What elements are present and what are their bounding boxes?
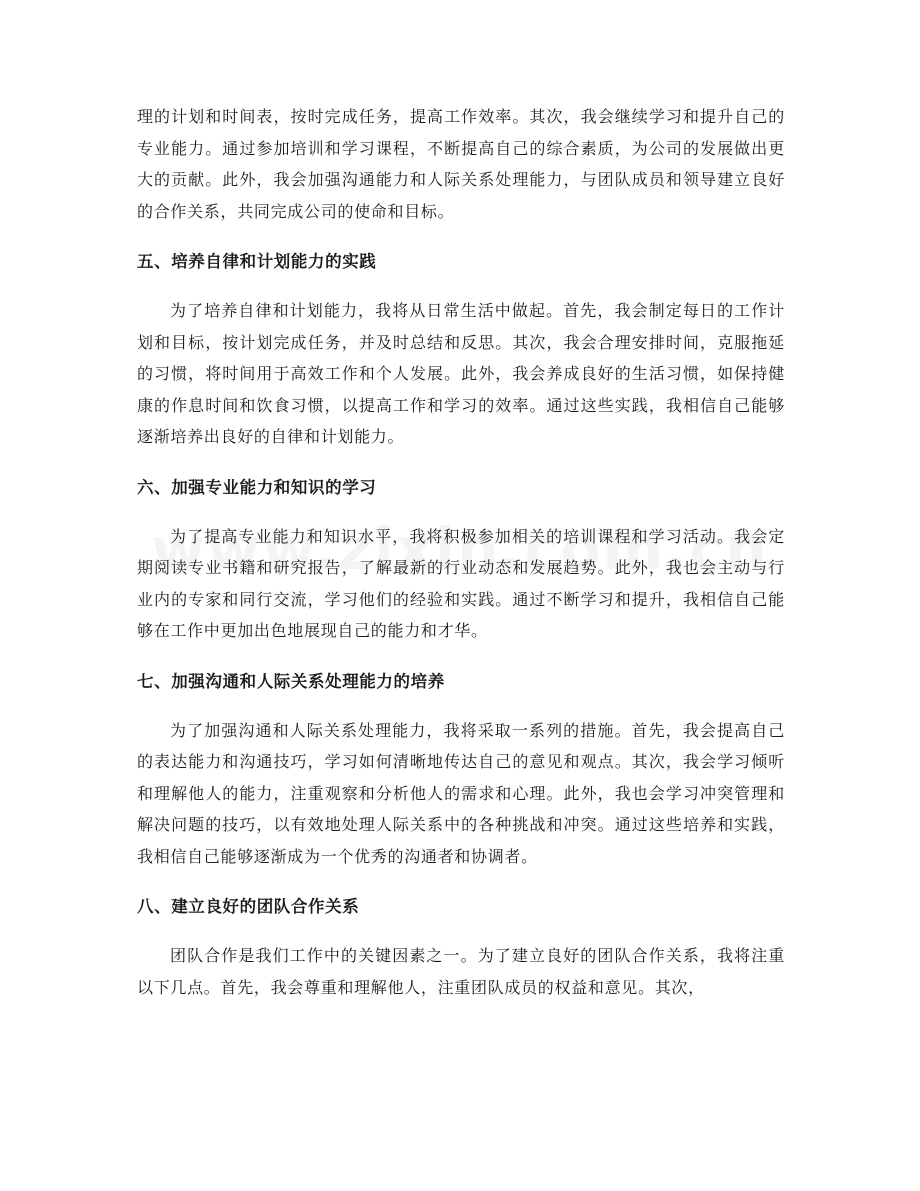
spacer xyxy=(137,227,785,250)
spacer xyxy=(137,694,785,715)
section-body-8: 团队合作是我们工作中的关键因素之一。为了建立良好的团队合作关系，我将注重以下几点。首先，我会尊重和理解他人，注重团队成员的权益和意见。其次， xyxy=(137,946,785,997)
spacer xyxy=(137,872,785,895)
section-heading-7: 七、加强沟通和人际关系处理能力的培养 xyxy=(137,671,445,691)
spacer xyxy=(137,274,785,295)
spacer xyxy=(137,500,785,521)
section-heading-5: 五、培养自律和计划能力的实践 xyxy=(137,252,377,271)
spacer xyxy=(137,647,785,670)
section-body-6: 为了提高专业能力和知识水平，我将积极参加相关的培训课程和学习活动。我会定期阅读专业书籍和研究报告，了解最新的行业动态和发展趋势。此外，我也会主动与行业内的专家和同行交流，学习他们的经验和实践。通过不断学习和提升，我相信自己能够在工作中更加出色地展现自己的能力和才华。 xyxy=(137,526,785,640)
intro-paragraph: 理的计划和时间表，按时完成任务，提高工作效率。其次，我会继续学习和提升自己的专业能力。通过参加培训和学习课程，不断提高自己的综合素质，为公司的发展做出更大的贡献。此外，我会加强沟通能力和人际关系处理能力，与团队成员和领导建立良好的合作关系，共同完成公司的使命和目标。 xyxy=(137,107,785,221)
section-heading-6: 六、加强专业能力和知识的学习 xyxy=(137,477,377,497)
section-body-5: 为了培养自律和计划能力，我将从日常生活中做起。首先，我会制定每日的工作计划和目标，按计划完成任务，并及时总结和反思。其次，我会合理安排时间，克服拖延的习惯，将时间用于高效工作和个人发展。此外，我会养成良好的生活习惯，如保持健康的作息时间和饮食习惯，以提高工作和学习的效率。通过这些实践，我相信自己能够逐渐培养出良好的自律和计划能力。 xyxy=(137,301,785,446)
spacer xyxy=(137,919,785,940)
document-content xyxy=(137,101,785,1003)
section-heading-8: 八、建立良好的团队合作关系 xyxy=(137,897,360,916)
spacer xyxy=(137,453,785,476)
section-body-7: 为了加强沟通和人际关系处理能力，我将采取一系列的措施。首先，我会提高自己的表达能力和沟通技巧，学习如何清晰地传达自己的意见和观点。其次，我会学习倾听和理解他人的能力，注重观察和分析他人的需求和心理。此外，我也会学习冲突管理和解决问题的技巧，以有效地处理人际关系中的各种挑战和冲突。通过这些培养和实践，我相信自己能够逐渐成为一个优秀的沟通者和协调者。 xyxy=(137,720,785,866)
